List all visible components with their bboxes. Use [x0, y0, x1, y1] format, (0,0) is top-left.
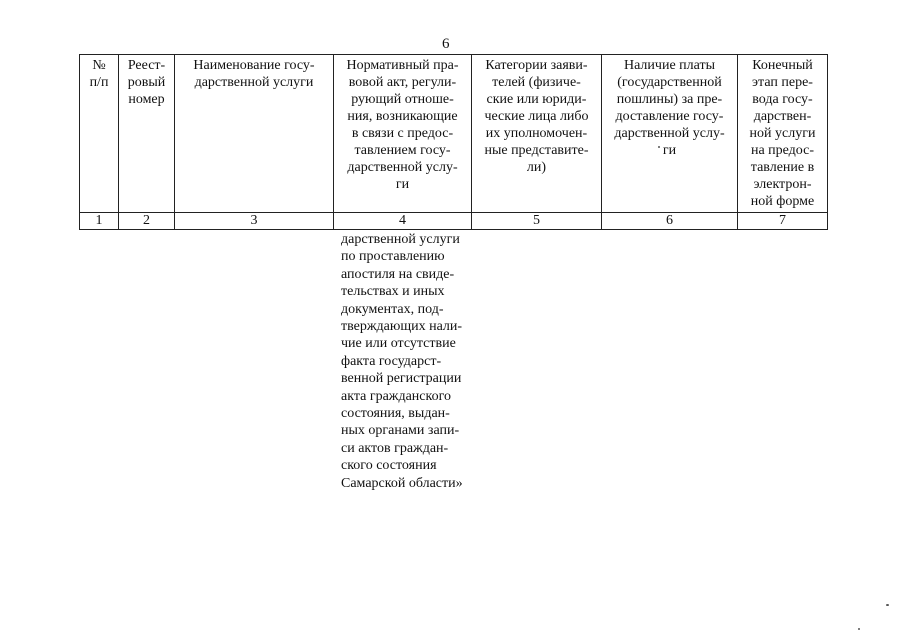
header-row-number: № п/п	[80, 55, 119, 213]
column-number: 3	[175, 213, 334, 230]
legal-act-continuation: дарственной услуги по проставлению апостиля на свиде- тельствах и иных документах, под- тверждающих нали- чие или отсутствие факта государст- венной регистрации акта гражданского состояния, выдан- ных органами запи- си актов граждан- ского состояния Самарской области»	[341, 232, 463, 491]
column-number: 2	[119, 213, 175, 230]
header-electronic-stage: Конечный этап пере- вода госу- дарствен- ной услуги на предос- тавление в электрон- ной форме	[738, 55, 828, 213]
scan-speck	[886, 604, 889, 606]
header-legal-act: Нормативный пра- вовой акт, регули- рующий отноше- ния, возникающие в связи с предос- тавлением госу- дарственной услу- ги	[334, 55, 472, 213]
column-number: 1	[80, 213, 119, 230]
header-service-name: Наименование госу- дарственной услуги	[175, 55, 334, 213]
header-fee: Наличие платы (государственной пошлины) за пре- доставление госу- дарственной услу- ги	[602, 55, 738, 213]
header-applicant-categories: Категории заяви- телей (физиче- ские или юриди- ческие лица либо их уполномочен- ные представите- ли)	[472, 55, 602, 213]
scan-speck	[658, 146, 660, 148]
scan-speck	[858, 628, 860, 630]
services-table	[79, 54, 828, 230]
column-number: 4	[334, 213, 472, 230]
column-numbers-row	[80, 213, 828, 230]
column-number: 7	[738, 213, 828, 230]
column-number: 5	[472, 213, 602, 230]
column-number: 6	[602, 213, 738, 230]
page-number: 6	[442, 36, 450, 52]
table-header-row	[80, 55, 828, 213]
header-registry-number: Реест- ровый номер	[119, 55, 175, 213]
